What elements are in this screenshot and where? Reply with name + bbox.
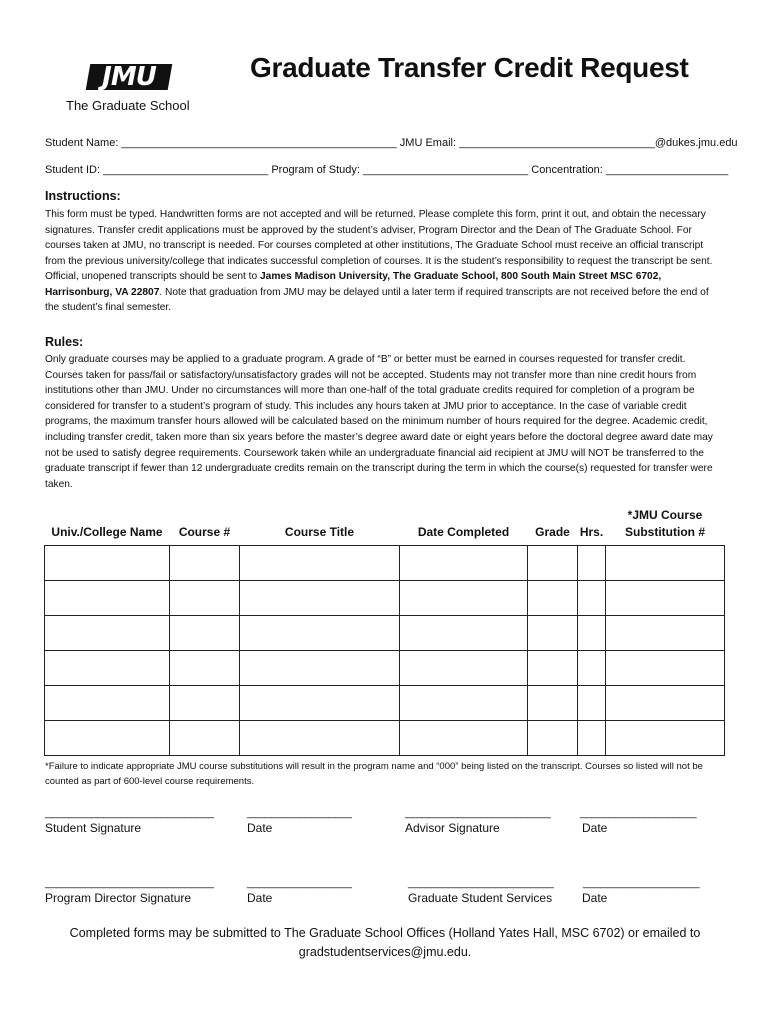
- grade-cell[interactable]: [528, 581, 578, 616]
- header-course-number: Course #: [178, 525, 231, 539]
- graduate-services-signature-line[interactable]: _________________________: [408, 877, 554, 889]
- univ-college-cell[interactable]: [45, 581, 170, 616]
- header-hours: Hrs.: [579, 525, 604, 539]
- grade-cell[interactable]: [528, 721, 578, 756]
- univ-college-cell[interactable]: [45, 721, 170, 756]
- date-completed-cell[interactable]: [400, 721, 528, 756]
- course-number-cell[interactable]: [170, 546, 240, 581]
- rules-text: Only graduate courses may be applied to a graduate program. A grade of “B” or better must be earned in courses requested for transfer credit. Courses taken for pass/fail or satisfactory/unsatisfactory grades will not be accepted. Students may not transfer more than nine credit hours from institutions other than JMU. Under no circumstances will more than one-half of the total graduate credits required for completion of a program be considered for transfer to a student’s program of study. This includes any hours taken at JMU prior to acceptance. In the case of variable credit programs, the maximum transfer hours allowed will be calculated based on the minimum number of hours required for the degree. Academic credit, including transfer credit, taken more than six years before the master’s degree award date or eight years before the doctoral degree award date may not be used to satisfy degree requirements. Coursework taken while an undergraduate financial aid recipient at JMU will NOT be transferred to the graduate transcript if fewer than 12 undergraduate credits remain on the transcript during the term in which the course(s) requested for transfer were taken.: [45, 354, 713, 490]
- instructions-text-part2: . Note that graduation from JMU may be delayed until a later term if required transcripts are not received before the end of the student’s final semester.: [45, 286, 709, 313]
- course-title-cell[interactable]: [240, 581, 400, 616]
- student-name-field[interactable]: Student Name: _____________________________________________: [45, 137, 397, 149]
- course-title-cell[interactable]: [240, 546, 400, 581]
- grade-cell[interactable]: [528, 546, 578, 581]
- date-completed-cell[interactable]: [400, 651, 528, 686]
- instructions-text: [45, 207, 725, 316]
- graduate-student-services-label: Graduate Student Services: [408, 891, 553, 905]
- header-jmu-course-substitution: *JMU Course Substitution #: [625, 508, 705, 539]
- course-title-cell[interactable]: [240, 616, 400, 651]
- program-director-date-label: Date: [247, 891, 273, 905]
- jmu-substitution-cell[interactable]: [606, 721, 725, 756]
- graduate-services-date-label: Date: [582, 891, 608, 905]
- id-program-row: [45, 164, 728, 176]
- advisor-signature-line[interactable]: _________________________: [405, 807, 551, 819]
- course-title-cell[interactable]: [240, 651, 400, 686]
- footnote: *Failure to indicate appropriate JMU course substitutions will result in the program name and “000” being listed on the transcript. Courses so listed will not be counted as part of 600-level course requirements.: [45, 761, 703, 787]
- student-signature-label: Student Signature: [45, 821, 142, 835]
- rules-heading: Rules:: [45, 335, 84, 349]
- hours-cell[interactable]: [578, 686, 606, 721]
- jmu-logo-mark: JMU: [102, 62, 156, 92]
- jmu-substitution-cell[interactable]: [606, 616, 725, 651]
- course-title-cell[interactable]: [240, 686, 400, 721]
- table-row: [45, 721, 725, 756]
- graduate-services-date-line[interactable]: ____________________: [583, 877, 700, 889]
- grade-cell[interactable]: [528, 686, 578, 721]
- course-number-cell[interactable]: [170, 686, 240, 721]
- name-email-row: [45, 137, 738, 149]
- advisor-date-label: Date: [582, 821, 608, 835]
- course-title-cell[interactable]: [240, 721, 400, 756]
- student-signature-line[interactable]: _____________________________: [45, 807, 214, 819]
- date-completed-cell[interactable]: [400, 616, 528, 651]
- instructions-text-part1: This form must be typed. Handwritten forms are not accepted and will be returned. Please complete this form, print it out, and obtain the necessary signatures. Transfer credit applications must be approved by the student’s adviser, Program Director and the Dean of The Graduate School. For courses taken at JMU, no transcript is needed. For courses completed at other institutions, The Graduate School must receive an official transcript from the previous university/college that indicates successful completion of courses. It is the student’s responsibility to request the transcript be sent. Official, unopened transcripts should be sent to: [45, 209, 713, 282]
- hours-cell[interactable]: [578, 616, 606, 651]
- jmu-email-field[interactable]: JMU Email: ________________________________@dukes.jmu.edu: [399, 137, 738, 149]
- jmu-substitution-cell[interactable]: [606, 651, 725, 686]
- jmu-substitution-cell[interactable]: [606, 581, 725, 616]
- table-row: [45, 686, 725, 721]
- univ-college-cell[interactable]: [45, 651, 170, 686]
- univ-college-cell[interactable]: [45, 686, 170, 721]
- header-course-title: Course Title: [284, 525, 355, 539]
- jmu-substitution-cell[interactable]: [606, 546, 725, 581]
- course-number-cell[interactable]: [170, 616, 240, 651]
- table-row: [45, 581, 725, 616]
- student-id-field[interactable]: Student ID: ___________________________: [45, 164, 269, 176]
- course-number-cell[interactable]: [170, 651, 240, 686]
- date-completed-cell[interactable]: [400, 546, 528, 581]
- table-row: [45, 651, 725, 686]
- instructions-heading: Instructions:: [45, 189, 121, 203]
- table-row: [45, 616, 725, 651]
- header-grade: Grade: [535, 525, 570, 539]
- hours-cell[interactable]: [578, 581, 606, 616]
- student-date-line[interactable]: __________________: [247, 807, 352, 819]
- program-of-study-field[interactable]: Program of Study: ___________________________: [271, 164, 529, 176]
- page-title: Graduate Transfer Credit Request: [250, 52, 689, 83]
- jmu-substitution-cell[interactable]: [606, 686, 725, 721]
- jmu-logo: [60, 60, 200, 116]
- header-univ-college-name: Univ./College Name: [51, 525, 163, 539]
- table-row: [45, 546, 725, 581]
- advisor-signature-label: Advisor Signature: [405, 821, 500, 835]
- date-completed-cell[interactable]: [400, 581, 528, 616]
- table-header-row: [45, 507, 725, 546]
- hours-cell[interactable]: [578, 651, 606, 686]
- program-director-signature-label: Program Director Signature: [45, 891, 192, 905]
- hours-cell[interactable]: [578, 546, 606, 581]
- course-number-cell[interactable]: [170, 721, 240, 756]
- univ-college-cell[interactable]: [45, 616, 170, 651]
- course-table: [44, 507, 725, 756]
- grade-cell[interactable]: [528, 651, 578, 686]
- grade-cell[interactable]: [528, 616, 578, 651]
- concentration-field[interactable]: Concentration: ____________________: [531, 164, 729, 176]
- hours-cell[interactable]: [578, 721, 606, 756]
- date-completed-cell[interactable]: [400, 686, 528, 721]
- logo-subtitle: The Graduate School: [66, 98, 190, 113]
- header-date-completed: Date Completed: [417, 525, 510, 539]
- program-director-signature-line[interactable]: _____________________________: [45, 877, 214, 889]
- program-director-date-line[interactable]: __________________: [247, 877, 352, 889]
- course-number-cell[interactable]: [170, 581, 240, 616]
- submission-note: Completed forms may be submitted to The Graduate School Offices (Holland Yates Hall, MSC 6702) or emailed to gradstudentservices@jmu.edu.: [69, 926, 701, 959]
- student-date-label: Date: [247, 821, 273, 835]
- transcript-address: James Madison University, The Graduate School, 800 South Main Street MSC 6702, Harrisonburg, VA 22807: [45, 271, 662, 298]
- advisor-date-line[interactable]: ____________________: [580, 807, 697, 819]
- univ-college-cell[interactable]: [45, 546, 170, 581]
